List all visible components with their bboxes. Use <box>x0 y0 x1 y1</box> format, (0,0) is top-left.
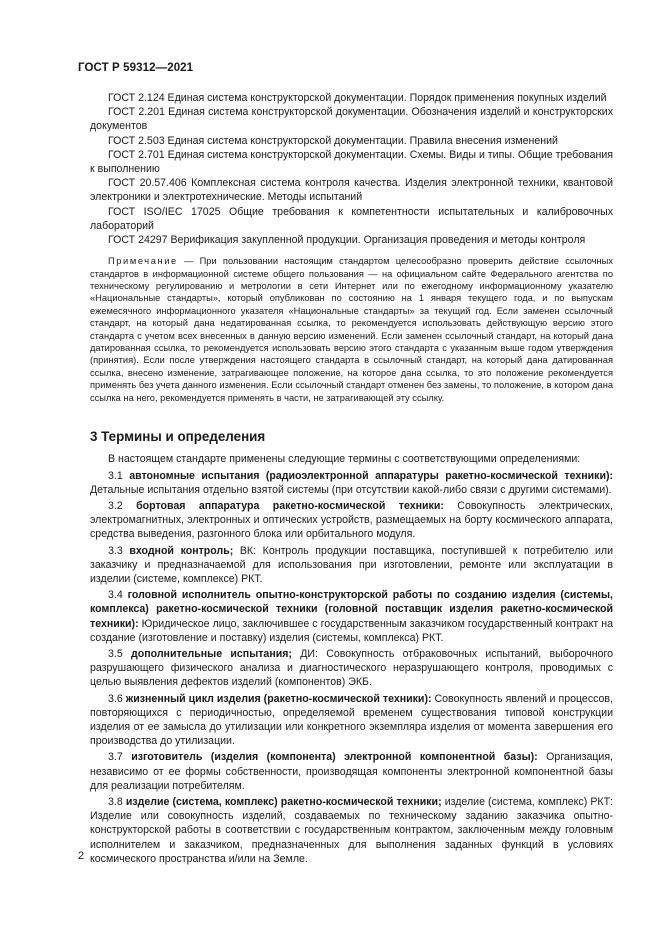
reference-item: ГОСТ 2.201 Единая система конструкторской документации. Обозначения изделий и конструкторских документов <box>90 106 613 133</box>
definition-item <box>90 692 613 749</box>
reference-item: ГОСТ 2.503 Единая система конструкторской документации. Правила внесения изменений <box>108 134 558 147</box>
definition-text: ВК: Контроль продукции поставщика, поступившей к потребителю или заказчику и предназначаемой для использования при изготовлении, ремонте или эксплуатации в изделии (системе, комплексе) РКТ. <box>90 544 613 585</box>
definition-item <box>90 544 613 587</box>
note-text: — При пользовании настоящим стандартом целесообразно проверить действие ссылочных стандартов в информационной системе общего пользования — на официальном сайте Федерального агентства по техническому регулированию и метрологии в сети Интернет или по ежегодному информационному указателю «Национальные стандарты», который опубликован по состоянию на 1 января текущего года, и по выпускам ежемесячного информационного указателя «Национальные стандарты» за текущий год. Если заменен ссылочный стандарт, на который дана недатированная ссылка, то рекомендуется использовать действующую версию этого стандарта с учетом всех внесенных в данную версию изменений. Если заменен ссылочный стандарт, на который дана датированная ссылка, то рекомендуется использовать версию этого стандарта с указанным выше годом утверждения (принятия). Если после утверждения настоящего стандарта в ссылочный стандарт, на который дана датированная ссылка, внесено изменение, затрагивающее положение, на которое дана ссылка, то это положение рекомендуется применять без учета данного изменения. Если ссылочный стандарт отменен без замены, то положение, в котором дана ссылка на него, рекомендуется применять в части, не затрагивающей эту ссылку. <box>90 256 613 403</box>
definition-term: входной контроль; <box>129 544 234 557</box>
definition-number: 3.6 <box>108 692 126 705</box>
definition-number: 3.2 <box>108 499 137 512</box>
definition-item <box>90 499 613 542</box>
definition-text: Совокупность явлений и процессов, повторяющихся с периодичностью, определяемой временем существования типовой конструкции изделия от ее замысла до утилизации или конкретного экземпляра изделия от момента завершения его производства до утилизации. <box>90 692 613 748</box>
reference-item: ГОСТ ISO/IEC 17025 Общие требования к компетентности испытательных и калибровочных лабораторий <box>90 205 613 232</box>
reference-item: ГОСТ 20.57.406 Комплексная система контроля качества. Изделия электронной техники, квантовой электроники и электротехнические. Методы испытаний <box>90 177 613 204</box>
definition-text: Юридическое лицо, заключившее с государственным заказчиком государственный контракт на создание (изготовление и поставку) изделия (системы, комплекса) РКТ. <box>90 617 613 644</box>
reference-item: ГОСТ 24297 Верификация закупленной продукции. Организация проведения и методы контроля <box>108 234 586 247</box>
definition-term: жизненный цикл изделия (ракетно-космической техники): <box>125 692 432 705</box>
page-number: 2 <box>78 850 85 862</box>
definition-term: изготовитель (изделия (компонента) электронной компонентной базы): <box>131 751 538 764</box>
definitions-list <box>90 452 613 866</box>
definition-text: изделие (система, комплекс) РКТ: Изделие или совокупность изделий, создаваемых по техническому заданию заказчика опытно-конструкторской работы в соответствии с государственным контрактом, заключенным между головным исполнителем и заказчиком, предназначенных для выполнения заданных функций в условиях космического пространства и/или на Земле. <box>90 795 614 865</box>
definition-text: ДИ: Совокупность отбраковочных испытаний, выборочного разрушающего физического анализа и диагностического неразрушающего контроля, проводимых с целью выявления дефектов изделий (компонентов) ЭКБ. <box>90 647 614 689</box>
definition-term: дополнительные испытания; <box>131 647 292 660</box>
definition-number: 3.4 <box>108 589 128 602</box>
definition-term: бортовая аппаратура ракетно-космической техники: <box>136 499 444 512</box>
section-intro: В настоящем стандарте применены следующие термины с соответствующими определениями: <box>108 453 581 466</box>
definition-number: 3.5 <box>108 647 132 660</box>
definition-number: 3.3 <box>108 544 130 557</box>
document-header: ГОСТ Р 59312—2021 <box>78 62 194 74</box>
definition-text: Совокупность электрических, электромагнитных, электронных и оптических устройств, размещаемых на борту космического аппарата, средства выведения, разгонного блока или орбитального модуля. <box>90 499 613 541</box>
note-paragraph <box>90 255 613 404</box>
definition-term: головной исполнитель опытно-конструкторской работы по созданию изделия (системы, комплекса) ракетно-космической техники (головной поставщик изделия ракетно-космической техники): <box>90 589 614 630</box>
definition-item <box>90 469 613 497</box>
note-label: Примечание <box>108 256 178 267</box>
page-body <box>90 91 613 868</box>
definition-item <box>90 588 613 645</box>
reference-item: ГОСТ 2.124 Единая система конструкторской документации. Порядок применения покупных изделий <box>108 92 607 104</box>
definition-text: Детальные испытания отдельно взятой системы (при отсутствии какой-либо связи с другими системами). <box>90 483 612 496</box>
definition-number: 3.1 <box>108 469 130 482</box>
section-title: 3 Термины и определения <box>90 429 266 445</box>
definition-item <box>90 750 613 793</box>
reference-item: ГОСТ 2.701 Единая система конструкторской документации. Схемы. Виды и типы. Общие требования к выполнению <box>90 148 613 176</box>
definition-item <box>90 647 613 690</box>
definition-number: 3.8 <box>108 795 126 808</box>
definition-term: изделие (система, комплекс) ракетно-космической техники; <box>125 795 442 808</box>
normative-references-list <box>90 91 613 247</box>
definition-text: Организация, независимо от ее формы собственности, производящая компоненты электронной компонентной базы для реализации потребителям. <box>90 751 614 792</box>
definition-term: автономные испытания (радиоэлектронной аппаратуры ракетно-космической техники): <box>129 469 614 482</box>
definition-item <box>90 795 613 866</box>
definition-number: 3.7 <box>108 751 132 764</box>
